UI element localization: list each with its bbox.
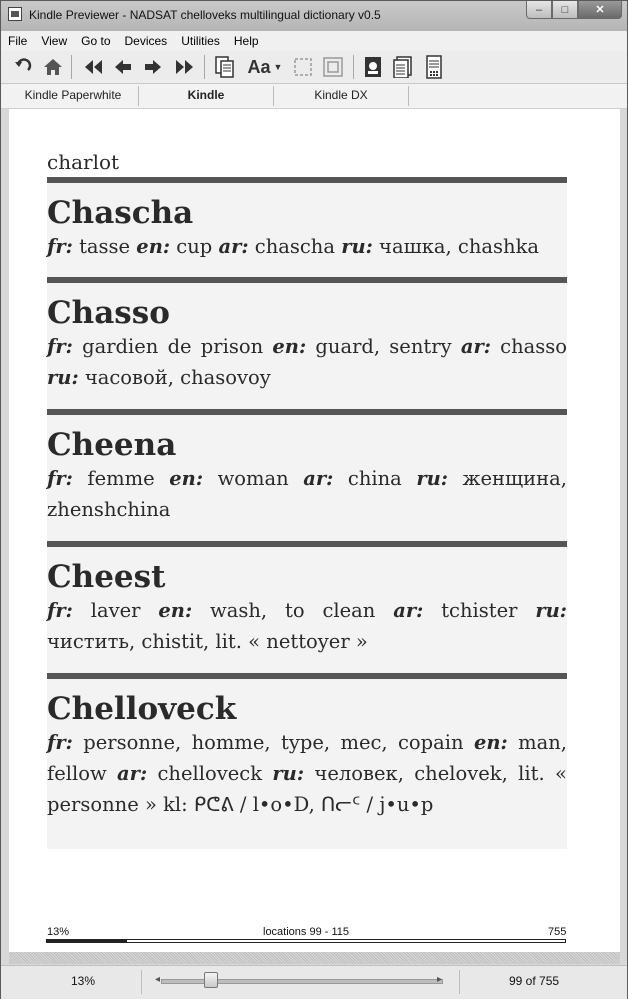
menu-help[interactable]: Help (233, 34, 259, 48)
lang-label: ar: (218, 235, 249, 258)
device-tabs (1, 84, 627, 109)
tab-kindle-dx[interactable]: Kindle DX (314, 88, 368, 102)
definition-text: china (333, 467, 417, 490)
entry-headword: Cheest (47, 559, 166, 595)
status-percent: 13% (71, 974, 96, 988)
definition-text: wash, to clean (192, 599, 394, 622)
font-size-label: Aa (247, 56, 271, 77)
lang-label: en: (136, 235, 171, 258)
definition-text: человек, chelovek, lit. « personne » kl: ᑭᕦᕕ / l•o•D, ᑎᓕᑦ / j•u•p (47, 762, 567, 816)
definition-text: cup (170, 235, 219, 258)
definition-text: laver (72, 599, 159, 622)
resize-hatch (9, 952, 620, 964)
lang-label: fr: (47, 467, 73, 490)
lang-label: ar: (117, 762, 148, 785)
entry-definition (47, 727, 567, 820)
lang-label: en: (272, 335, 307, 358)
entry-definition (47, 231, 567, 262)
definition-text: tasse (72, 235, 137, 258)
previous-entry-word: charlot (47, 150, 120, 174)
toolbar-separator (71, 55, 72, 79)
dictionary-entry-chasso (47, 283, 567, 409)
lang-label: en: (158, 599, 193, 622)
dictionary-entry-chelloveck (47, 679, 567, 849)
chevron-down-icon: ▼ (273, 62, 283, 72)
entry-headword: Chasso (47, 295, 170, 331)
minimize-button[interactable]: – (526, 1, 552, 19)
definition-text: tchister (423, 599, 536, 622)
toolbar (1, 51, 627, 84)
menu-utilities[interactable]: Utilities (181, 34, 220, 48)
last-page-icon[interactable] (173, 55, 197, 79)
book-view-icon[interactable] (213, 55, 237, 79)
close-button[interactable]: ✕ (578, 1, 622, 19)
lang-label: ar: (303, 467, 334, 490)
menu-devices[interactable]: Devices (124, 34, 168, 48)
definition-text: часовой, chasovoy (78, 366, 271, 389)
status-bar (1, 965, 627, 999)
definition-text: chelloveck (147, 762, 273, 785)
definition-text: guard, sentry (306, 335, 461, 358)
maximize-button[interactable]: □ (552, 1, 578, 19)
fit-width-icon[interactable] (291, 55, 315, 79)
lang-label: fr: (47, 235, 73, 258)
definition-text: personne, homme, type, mec, copain (72, 731, 474, 754)
definition-text: chascha (248, 235, 342, 258)
reading-progress-fill (47, 940, 127, 942)
book-page[interactable] (9, 109, 620, 952)
page-slider-track[interactable] (161, 979, 443, 984)
dictionary-entry-cheena (47, 415, 567, 541)
menu-bar (1, 31, 627, 51)
lang-label: ar: (460, 335, 491, 358)
tab-kindle[interactable]: Kindle (187, 88, 225, 102)
status-page-count: 99 of 755 (509, 974, 560, 988)
lang-label: ar: (393, 599, 424, 622)
slider-right-arrow-icon[interactable]: ▸ (437, 974, 443, 985)
rotate-icon[interactable] (11, 55, 35, 79)
lang-label: fr: (47, 335, 73, 358)
definition-text: женщина, zhenshchina (47, 467, 567, 521)
definition-text: чистить, chistit, lit. « nettoyer » (47, 630, 368, 653)
definition-text: chasso (490, 335, 568, 358)
toc-icon[interactable] (391, 55, 415, 79)
total-locations: 755 (548, 926, 567, 938)
status-divider (141, 970, 142, 994)
lang-label: fr: (47, 599, 73, 622)
tab-divider (408, 86, 409, 106)
title-bar[interactable] (1, 1, 627, 31)
next-page-icon[interactable] (141, 55, 165, 79)
definition-text: woman (203, 467, 304, 490)
tab-kindle-paperwhite[interactable]: Kindle Paperwhite (24, 88, 122, 102)
lang-label: en: (169, 467, 204, 490)
status-divider (459, 970, 460, 994)
tab-divider (273, 86, 274, 106)
entry-definition (47, 595, 567, 657)
reading-percent: 13% (47, 926, 70, 938)
entry-headword: Chascha (47, 195, 194, 231)
definition-text: man, fellow (47, 731, 567, 785)
window-controls (526, 1, 622, 21)
page-slider-thumb[interactable] (204, 972, 218, 988)
ncx-icon[interactable] (422, 55, 446, 79)
toolbar-separator (353, 55, 354, 79)
font-size-icon[interactable] (245, 55, 285, 79)
lang-label: ru: (341, 235, 373, 258)
window-title: Kindle Previewer - NADSAT chelloveks multilingual dictionary v0.5 (29, 8, 381, 22)
slider-left-arrow-icon[interactable]: ◂ (155, 974, 161, 985)
dictionary-entry-chascha (47, 183, 567, 277)
entry-definition (47, 463, 567, 525)
lang-label: fr: (47, 731, 73, 754)
first-page-icon[interactable] (81, 55, 105, 79)
menu-view[interactable]: View (41, 34, 68, 48)
previous-page-icon[interactable] (111, 55, 135, 79)
lang-label: en: (473, 731, 508, 754)
lang-label: ru: (47, 366, 79, 389)
lang-label: ru: (535, 599, 567, 622)
entry-headword: Chelloveck (47, 691, 237, 727)
dictionary-entry-cheest (47, 547, 567, 673)
tab-divider (138, 86, 139, 106)
entry-definition (47, 331, 567, 393)
lang-label: ru: (416, 467, 449, 490)
full-screen-icon[interactable] (321, 55, 345, 79)
definition-text: чашка, chashka (372, 235, 540, 258)
toolbar-separator (204, 55, 205, 79)
entry-headword: Cheena (47, 427, 177, 463)
reading-progress-bar (46, 939, 566, 943)
definition-text: gardien de prison (72, 335, 273, 358)
home-icon[interactable] (41, 55, 65, 79)
cover-icon[interactable] (361, 55, 385, 79)
app-icon[interactable] (8, 7, 22, 21)
menu-goto[interactable]: Go to (81, 34, 111, 48)
definition-text: femme (72, 467, 170, 490)
lang-label: ru: (272, 762, 305, 785)
menu-file[interactable]: File (8, 34, 28, 48)
location-range: locations 99 - 115 (263, 926, 350, 938)
